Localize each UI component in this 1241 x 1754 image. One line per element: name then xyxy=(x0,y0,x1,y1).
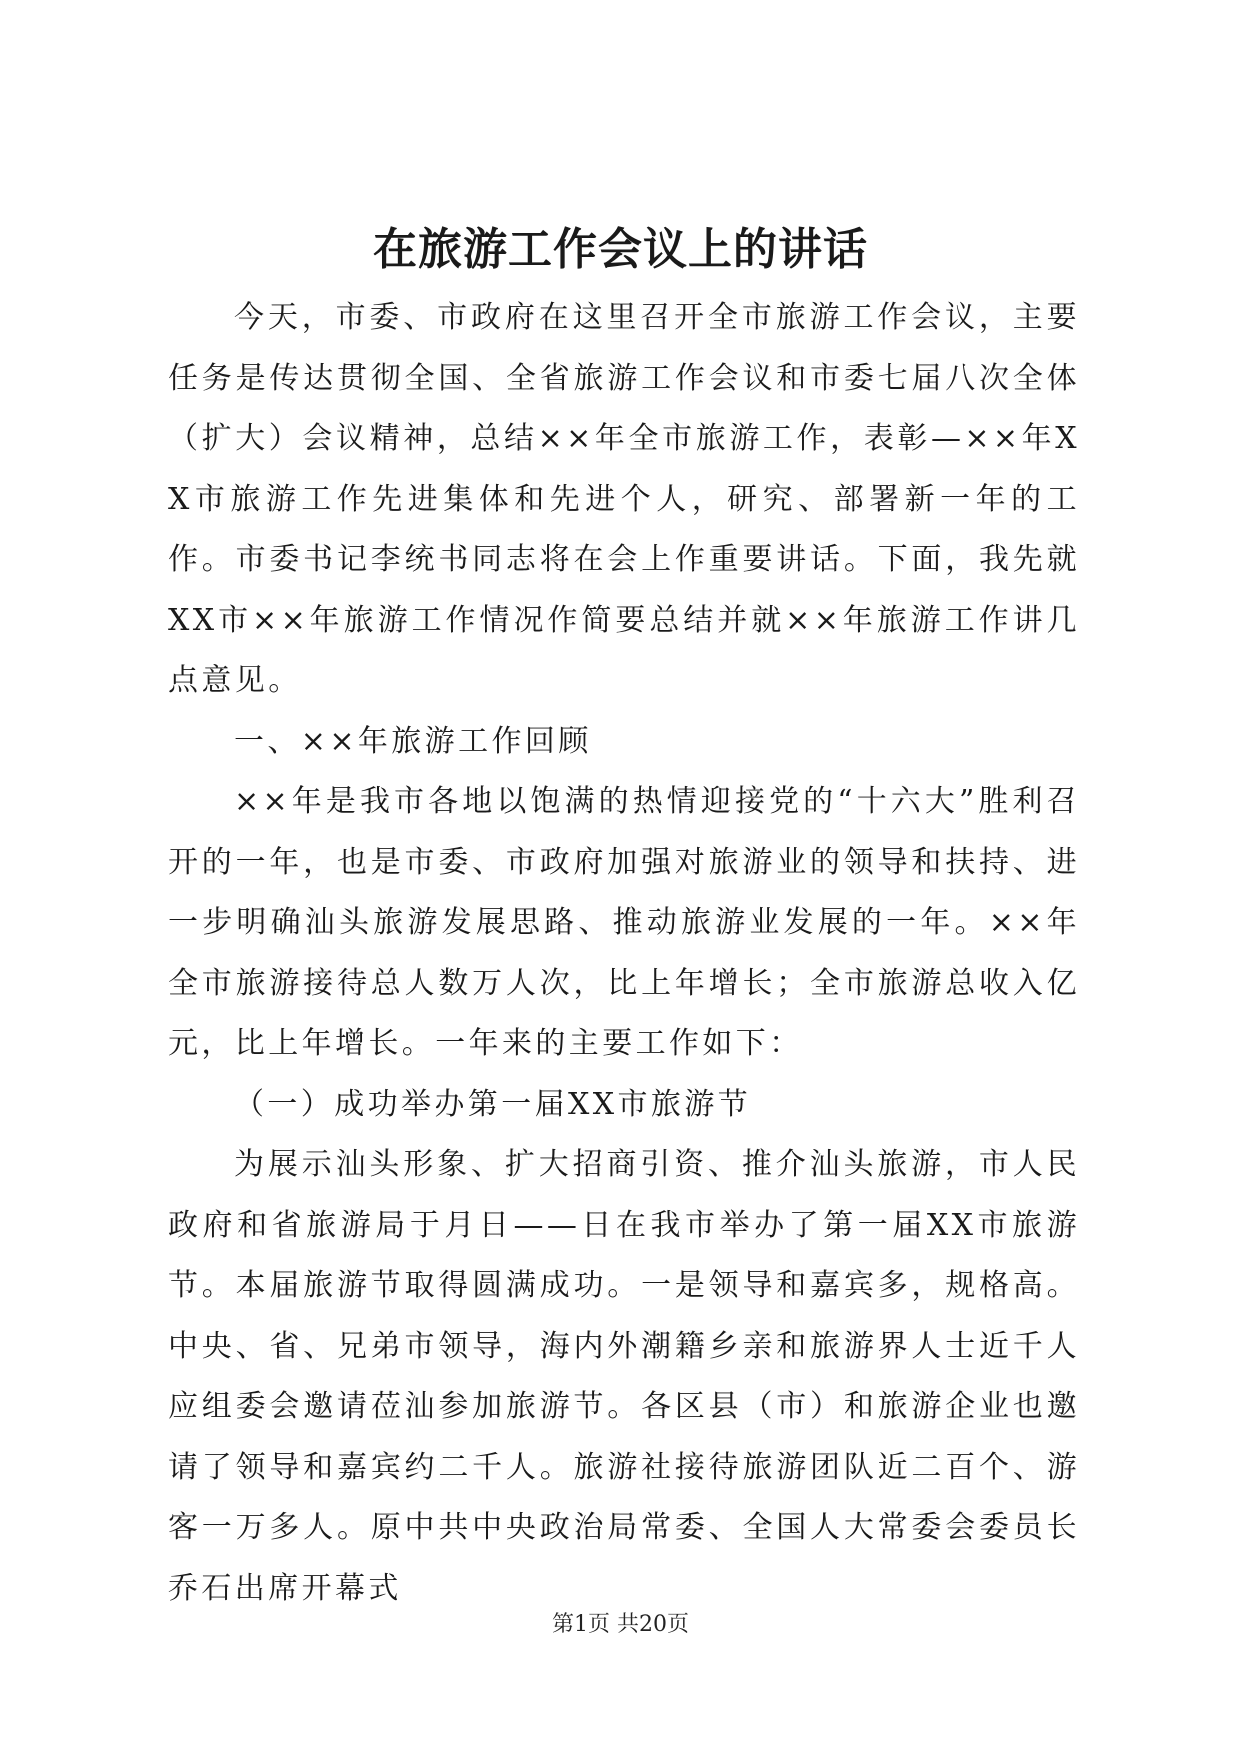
document-title: 在旅游工作会议上的讲话 xyxy=(373,224,868,275)
paragraph-intro: 今天，市委、市政府在这里召开全市旅游工作会议，主要任务是传达贯彻全国、全省旅游工作会议和市委七届八次全体（扩大）会议精神，总结××年全市旅游工作，表彰—××年XX市旅游工作先进集体和先进个人，研究、部署新一年的工作。市委书记李统书同志将在会上作重要讲话。下面，我先就XX市××年旅游工作情况作简要总结并就××年旅游工作讲几点意见。 xyxy=(168,300,1080,698)
document-body xyxy=(168,288,1080,1619)
paragraph-festival: 为展示汕头形象、扩大招商引资、推介汕头旅游，市人民政府和省旅游局于月日——日在我市举办了第一届XX市旅游节。本届旅游节取得圆满成功。一是领导和嘉宾多，规格高。中央、省、兄弟市领导，海内外潮籍乡亲和旅游界人士近千人应组委会邀请莅汕参加旅游节。各区县（市）和旅游企业也邀请了领导和嘉宾约二千人。旅游社接待旅游团队近二百个、游客一万多人。原中共中央政治局常委、全国人大常委会委员长乔石出席开幕式 xyxy=(168,1147,1080,1606)
subsection-heading-festival: （一）成功举办第一届XX市旅游节 xyxy=(234,1086,752,1122)
paragraph-review: ××年是我市各地以饱满的热情迎接党的“十六大”胜利召开的一年，也是市委、市政府加强对旅游业的领导和扶持、进一步明确汕头旅游发展思路、推动旅游业发展的一年。××年全市旅游接待总人数万人次，比上年增长；全市旅游总收入亿元，比上年增长。一年来的主要工作如下： xyxy=(168,784,1080,1061)
page-footer: 第1页 共20页 xyxy=(552,1612,689,1637)
section-heading-review: 一、××年旅游工作回顾 xyxy=(234,723,592,759)
